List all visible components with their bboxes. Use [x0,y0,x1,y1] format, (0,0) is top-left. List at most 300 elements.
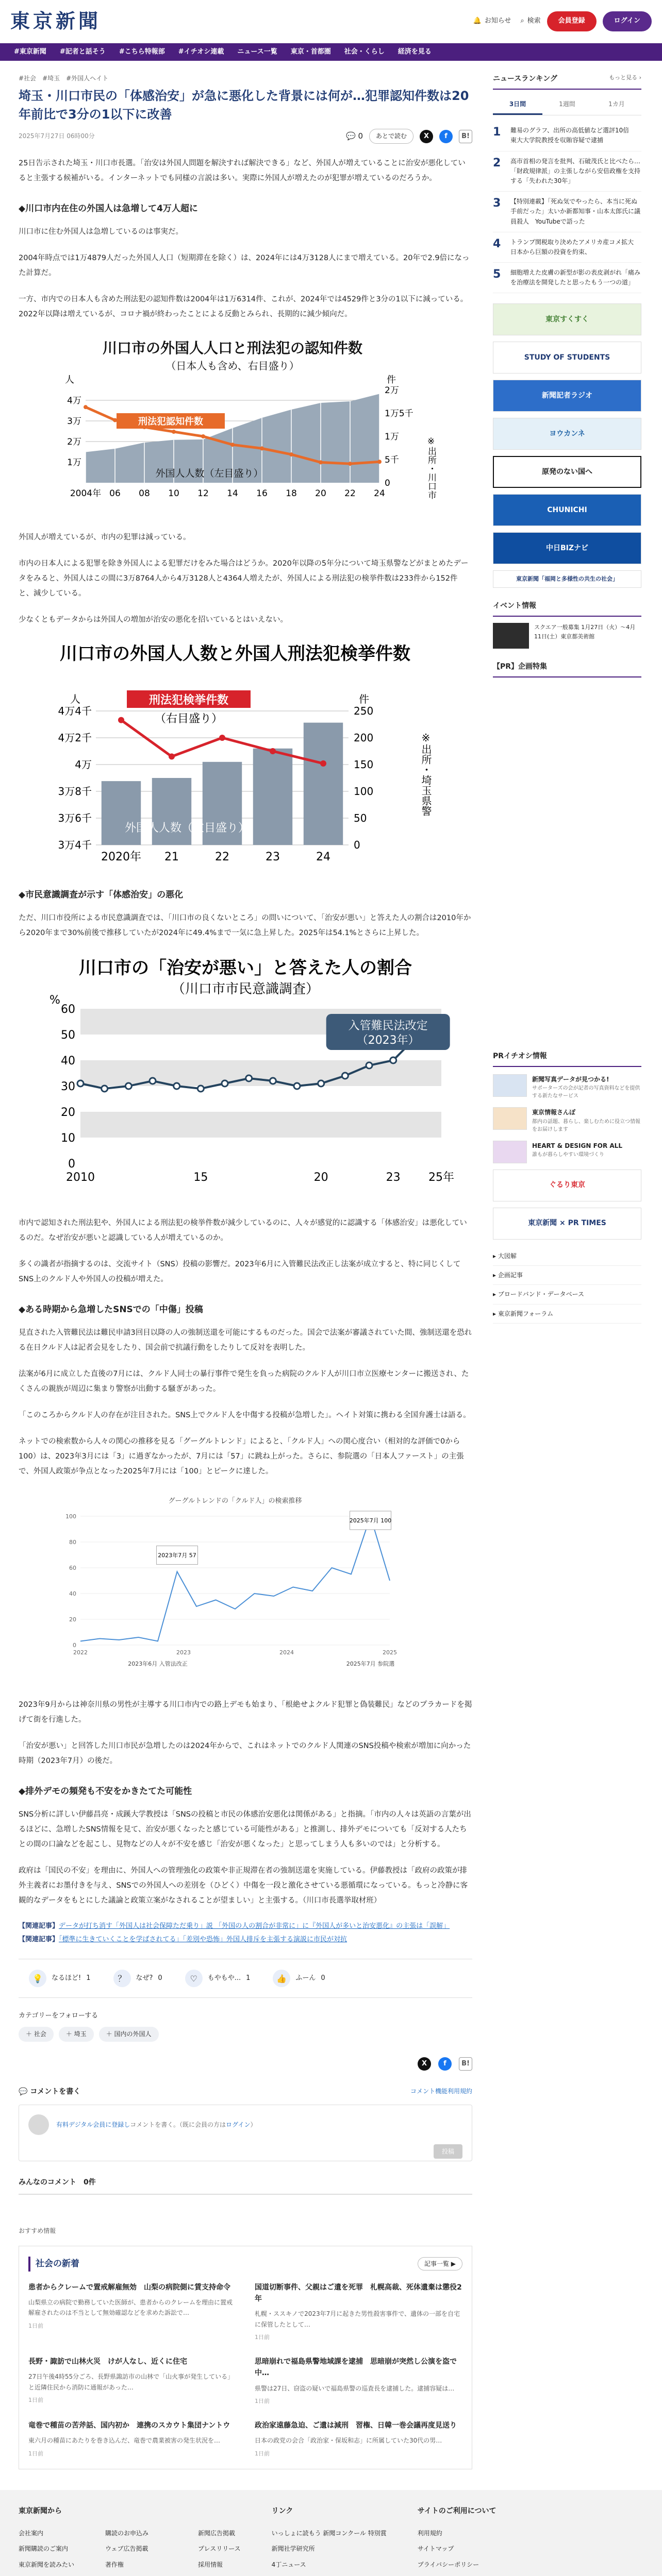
x-tick: 16 [256,488,268,499]
data-point [201,434,205,438]
chart-2 [19,639,472,866]
figure-foreign-population-crime [19,333,472,513]
data-point [366,1062,372,1069]
y-left-tick: 3万4千 [58,839,92,852]
data-point [172,430,176,434]
y-right-tick: 200 [354,732,374,744]
y-right-tick: 1万 [385,431,399,442]
footer-col-title: リンク [271,2507,293,2516]
nav-item[interactable]: 東京・首都圏 [290,47,331,56]
side-link[interactable]: ▸ 東京新聞フォーラム [493,1304,641,1324]
y-left-tick: 3万8千 [58,785,92,798]
pr-title: 【PR】企画特集 [493,663,548,671]
paragraph: ただ、川口市役所による市民意識調査では、「川口市の良くないところ」の問いについて、「治安が悪い」と答えた人の割合は2010年から2020年まで30%前後で推移していたが2024年に49.4%まで一気に急上昇した。2025年は54.1%とさらに上昇した。 [19,913,471,937]
banner-radio[interactable]: 新聞記者ラジオ [493,380,641,412]
related-link[interactable]: データが打ち消す「外国人は社会保障ただ乗り」説 「外国の人の割合が非常に」に『外国人が多いと治安悪化』の主張は「誤解」 [59,1922,450,1930]
y-right-tick: 250 [354,705,374,718]
news-desc: 山梨県立の病院で勤務していた医師が、患者からのクレームを理由に置戒解雇されたのは不当として無効確認などを求めた訴訟で… [28,2299,233,2317]
pr2-header [493,1050,641,1067]
x-tick: 2024 [279,1649,294,1656]
data-point [197,1086,204,1092]
data-point [174,1083,180,1089]
bell-icon: 🔔 [473,17,482,25]
paragraph: 政府は「国民の不安」を理由に、外国人への管理強化の政策や非正規滞在者の強制送還を実施している。伊藤教授は「政府の政策が排外主義者にお墨付きを与え、SNSでの外国人への差別を（ひどく）中傷を一段と激化させている悪循環になっている。もっと冷静に客観的なデータをもとにした議論と政策立案がなされることが望ましい」と主張する。（川口市長選挙取材班） [19,1867,468,1905]
nav-item[interactable]: #東京新聞 [14,47,46,56]
y-left-unit: 人 [65,374,74,385]
comment-prompt [56,2114,256,2130]
tag-link[interactable]: #社会 [19,75,37,82]
banner-kanne[interactable]: ヨウカンネ [493,418,641,450]
banner-gururi[interactable]: ぐるり東京 [493,1170,641,1201]
x-tick: 23 [386,1171,401,1184]
news-title: 患者からクレームで置戒解雇無効 山梨の病院側に賃支持命令 [28,2283,230,2292]
chart-title: 川口市の外国人人数と外国人刑法犯検挙件数 [60,643,410,665]
main-nav [0,43,662,61]
reaction-label: ふーん [295,1974,316,1982]
pr2-title: PRイチオシ情報 [493,1052,547,1061]
news-item[interactable] [255,2282,462,2343]
news-item[interactable] [28,2420,236,2459]
chart-1 [19,333,472,509]
x-tick: 06 [109,488,121,499]
login-button[interactable]: ログイン [603,11,652,31]
chart-subtitle: （日本人も含め、右目盛り） [166,359,300,372]
news-title: 国道切断事件、父親はご遺を死罪 札幌高裁、死体遺棄は懲役2年 [255,2283,462,2303]
news-title: 竜巻で種苗の苦斧話、国内初か 連携のスカウト集団ナントウ [28,2421,230,2430]
related-articles [19,1920,472,1946]
banner-biz[interactable]: 中日BIZナビ [493,532,641,564]
pr-item-title: 東京情報さんぽ [532,1109,576,1116]
rank-number: 1 [493,126,501,139]
share-bar [346,129,472,143]
x-tick: 15 [193,1171,208,1184]
section-heading: ◆ある時期から急増したSNSでの「中傷」投稿 [19,1304,203,1315]
y-unit: % [49,993,60,1007]
x-tick: 2025 [383,1649,397,1656]
news-item[interactable] [28,2282,236,2343]
banner-no-nuclear[interactable]: 原発のない国へ [493,456,641,488]
footer-link[interactable]: 4丁ニュース [271,2561,306,2568]
x-tick: 08 [139,488,150,499]
pr-thumbnail [493,1074,527,1097]
paragraph: 市内の日本人による犯罪を除き外国人による犯罪だけをみた場合はどうか。2020年以降の5年分について埼玉県警などがまとめたデータをみると、外国人はこの間に3万8764人から4万3128人と4364人増えたが、外国人による刑法犯の検挙件数は233件から152件と、減少している。 [19,560,469,598]
footer-link[interactable]: 新聞社学研究所 [271,2545,315,2553]
paragraph: 25日告示された埼玉・川口市長選。「治安は外国人問題を解決すれば解決できる」など、外国人が増えていることに治安が悪化していると主張する候補がいる。インターネットでも同様の言説は多い。実際に外国人が増えたのが犯罪が増えているのだろうか。 [19,159,466,182]
tab-1week[interactable]: 1週間 [559,100,575,108]
data-point [219,735,225,741]
data-point [102,1086,108,1092]
data-point [348,462,352,466]
y-tick: 0 [73,1641,76,1649]
paragraph: 一方、市内での日本人も含めた刑法犯の認知件数は2004年は1万6314件、これが、2024年では4529件と3分の1以下に減っている。2022年以降は増えているが、コロナ禍が終わったことによる反動とみられ、長期的に減少傾向だ。 [19,295,468,318]
news-date: 1日前 [255,2398,270,2405]
y-left-tick: 4万 [67,395,81,406]
ranking-item[interactable] [493,263,641,293]
x-tick: 2023 [176,1649,191,1656]
news-item[interactable] [28,2356,236,2406]
rank-number: 3 [493,197,501,210]
pr-item-desc: 都内の話題、暮らし、楽しむために役立つ情報をお届けします [532,1118,640,1132]
section-heading: ◆川口市内在住の外国人は急増して4万人超に [19,203,198,214]
paragraph: 多くの識者が指摘するのは、交流サイト（SNS）投稿の影響だ。2023年6月に入管難民法改正し法案が成立すると、特に同じくしてSNS上のクルド人や外国人の投稿が増えた。 [19,1260,461,1284]
data-point [294,1083,300,1089]
x-tick: 20 [315,488,326,499]
register-button[interactable]: 会員登録 [547,11,597,31]
reaction-button[interactable] [273,1970,325,1987]
question-icon: ？ [113,1970,131,1987]
data-point [289,452,293,456]
chart-3 [19,952,472,1194]
y-right-tick: 0 [354,839,360,852]
reaction-button[interactable] [185,1970,251,1987]
nav-item[interactable]: #記者と話そう [59,47,106,56]
ranking-more-link[interactable]: もっと見る › [609,74,641,81]
paragraph: 川口市に住む外国人は急増しているのは事実だ。 [19,227,183,236]
pr-item-desc: 誰もが暮らしやすい環境づくり [532,1152,604,1158]
tag-link[interactable]: #埼玉 [42,75,60,82]
data-point [113,418,117,422]
bookmark-icon[interactable]: B! [459,2057,472,2071]
pr-thumbnail [493,1107,527,1130]
related-label: 【関連記事】 [19,1936,59,1944]
x-tick: 25年 [428,1171,454,1184]
article-title: 埼玉・川口市民の「体感治安」が急に悪化した背景には何が…犯罪認知件数は20年前比で3分の1以下に改善 [19,89,469,122]
x-tick: 22 [215,851,229,864]
x-tick: 24 [316,851,330,864]
data-point [342,1073,348,1079]
reaction-label: もやもや... [207,1974,241,1982]
footer-link[interactable]: 東京新聞を読みたい [19,2561,75,2568]
series-label: 外国人人数（左目盛り） [155,467,263,479]
news-item[interactable] [255,2420,462,2459]
comment-guide-link[interactable]: コメント機能利用規約 [410,2087,472,2095]
tab-1month[interactable]: 1カ月 [608,100,625,108]
footer-link[interactable]: 購読のお申込み [105,2530,149,2537]
pr-thumbnail [493,1141,527,1163]
y-tick: 60 [69,1564,76,1571]
reaction-label: なぜ? [136,1974,153,1982]
pr-item[interactable] [493,1074,641,1100]
x-tick: 2022 [73,1649,88,1656]
section-heading: ◆市民意識調査が示す「体感治安」の悪化 [19,889,184,900]
chart-background [19,1490,472,1676]
banner-students[interactable]: STUDY OF STUDENTS [493,342,641,374]
footer-link[interactable]: プライバシーポリシー [417,2561,479,2568]
comment-header [19,2086,472,2098]
pr-item-desc: サポーターズの会が記者の写真資料などを提供する新たなサービス [532,1086,640,1099]
bar [304,723,343,845]
section-title: 社会の新着 [36,2258,79,2269]
pr-item[interactable] [493,1107,641,1133]
bar [102,781,141,845]
paragraph: 法案が6月に成立した直後の7月には、クルド人同士の暴行事件で発生を負った病院のクルド人が川口市立医療センターに搬送され、たくさんの親族が周辺に集まり警察が出動する騒ぎがあった。 [19,1369,469,1393]
footer-link[interactable]: 会社案内 [19,2530,44,2537]
series-label: 外国人人数（左目盛り） [124,822,250,835]
chart-subtitle: （川口市市民意識調査） [171,981,320,997]
search-button[interactable] [520,15,540,27]
bookmark-icon[interactable]: B! [459,130,472,143]
section-heading: ◆排外デモの頻発も不安をかきたてた可能性 [19,1786,192,1797]
source-note: ※出所・埼玉県警 [420,732,432,817]
series-note: （右目盛り） [154,713,223,726]
footer-col-title: サイトのご利用について [417,2507,496,2516]
x-share-icon[interactable]: X [418,2057,431,2071]
y-right-tick: 0 [385,478,390,488]
news-desc: 27日午後4時55分ごろ、長野県諏訪市の山林で「山火事が発生している」と近隣住民から消防に通報があった… [28,2373,234,2391]
comment-title-text: コメントを書く [30,2087,81,2096]
rank-number: 2 [493,156,501,170]
heart-icon: ♡ [185,1970,203,1987]
event-text: スクエア一般募集 1月27日（火）〜4月11日(土）東京都美術館 [534,624,636,640]
data-point [84,405,88,409]
paragraph: 2023年9月からは神奈川県の男性が主導する川口市内での路上デモも始まり、「根絶せよクルド犯罪と偽装難民」などのプラカードを掲げて街を行進した。 [19,1701,472,1724]
news-desc: 県警は27日、窃盗の疑いで福島県警の巡査長を逮捕した。逮捕容疑は… [255,2384,455,2392]
line-series-arrests [121,720,323,764]
footer-link[interactable]: 利用規約 [417,2530,442,2537]
footer-link[interactable]: サイトマップ [417,2545,454,2553]
y-tick: 50 [61,1028,75,1042]
comment-title: 💬 コメントを書く [19,2087,81,2096]
y-tick: 20 [61,1106,75,1119]
ranking-title: ニュースランキング [493,75,557,83]
footer-link[interactable]: プレスリリース [198,2545,241,2553]
x-tick: 2020年 [101,851,141,864]
y-tick: 80 [69,1538,76,1546]
tag-link[interactable]: #外国人ヘイト [66,75,109,82]
top-header [0,0,662,43]
pr-item[interactable] [493,1141,641,1163]
avatar [28,2114,49,2135]
x-tick: 14 [227,488,238,499]
data-point [377,460,382,464]
x-tick: 12 [197,488,209,499]
register-link[interactable]: 有料デジタル会員に登録し [56,2121,130,2128]
footer-link[interactable]: 採用情報 [198,2561,223,2568]
ranking-item[interactable] [493,192,641,232]
search-label: 検索 [527,17,541,25]
comment-count-value: 0 [358,131,363,141]
side-link[interactable]: ▸ ブロードバンド・データベース [493,1285,641,1304]
thumbs-icon: 👍 [273,1970,290,1987]
news-desc: 東六月の種苗にあたりを巻き込んだ、竜巻で農業被害の発生状況を… [28,2437,221,2445]
x-tick: 22 [344,488,356,499]
news-desc: 札幌・ススキノで2023年7月に起きた男性殺害事件で、遺体の一部を自宅に保管したとして… [255,2310,460,2328]
all-comments-header: みんなのコメント 0件 [19,2177,472,2195]
login-link[interactable]: ログイン [226,2121,251,2128]
rank-number: 5 [493,268,501,281]
news-date: 1日前 [255,2334,270,2341]
figure-foreign-arrests [19,639,472,870]
related-label: 【関連記事】 [19,1922,59,1930]
news-date: 1日前 [28,2450,43,2457]
paragraph: SNS分析に詳しい伊藤昌亮・成蹊大学教授は「SNSの投稿と市民の体感治安悪化は関係がある」と指摘。「市内の人々は英語の言葉が出るほどに、急増したSNS情報を見て、治安が悪くなったと感じている可能性がある」と推測し、排外デモについても「反対する人たちとの間の口論などを起こし、見物などの人々が不安を感じ「治安が悪くなった」と思ってしまう人も多いのでは」と分析する。 [19,1810,471,1849]
event-header [493,600,641,617]
nav-item[interactable]: #イチオシ連載 [178,47,224,56]
footer-link[interactable]: 著作権 [105,2561,124,2568]
footer-link[interactable]: ウェブ広告掲載 [105,2545,148,2553]
x-tick: 10 [168,488,179,499]
side-link[interactable]: ▸ 大図解 [493,1247,641,1266]
social-news-box [19,2246,472,2469]
paragraph: 「このころからクルド人の存在が注目された。SNS上でクルド人を中傷する投稿が急増した」。ヘイト対策に携わる全国弁護士は語る。 [19,1411,471,1419]
y-tick: 20 [69,1616,76,1623]
prompt-text: コメントを書く。（既に会員の方は [130,2121,226,2128]
y-left-tick: 4万2千 [58,732,92,744]
y-left-unit: 人 [70,693,80,706]
y-tick: 100 [65,1513,76,1520]
reaction-button[interactable] [113,1970,162,1987]
related-link[interactable]: 「標準に生きていくことを学ばされてる」「差別や恐怖」外国人排斥を主張する演説に市民が対抗 [59,1936,347,1944]
category-chip[interactable]: ＋ 埼玉 [59,2027,94,2041]
paragraph: 2004年時点では1万4879人だった外国人人口（短期滞在を除く）は、2024年には4万3128人にまで増えている。20年で2.9倍になった計算だ。 [19,253,470,277]
data-point [150,1078,156,1084]
pr-item-title: 新聞写真データが見つかる! [532,1075,609,1083]
post-comment-button[interactable]: 投稿 [434,2144,462,2159]
article-main [19,73,472,2490]
paragraph: 「治安が悪い」と回答した川口市民が急増したのは2024年からで、これはネットでのクルド人関連のSNS投稿や検索が増加に向かった時期（2023年7月）の後だ。 [19,1742,471,1766]
footer-link[interactable]: いっしょに読もう 新聞コンクール 特別賞 [271,2530,387,2537]
nav-item[interactable]: ニュース一覧 [237,47,277,56]
y-left-tick: 4万4千 [58,705,92,718]
facebook-share-icon[interactable]: f [439,130,453,143]
data-point [118,717,124,723]
prompt-text-end: ） [250,2121,257,2128]
y-left-tick: 3万 [67,416,81,427]
nav-item[interactable]: 社会・くらし [344,47,385,56]
category-title: カテゴリーをフォローする [19,2012,98,2020]
chart-title: グーグルトレンドの「クルド人」の検索推移 [168,1497,302,1505]
grid-band [80,1112,441,1138]
bar [152,778,191,845]
y-right-tick: 150 [354,758,374,771]
x-tick: 24 [374,488,385,499]
pr-item-title: HEART & DESIGN FOR ALL [532,1142,622,1149]
nav-item[interactable]: 経済を見る [398,47,432,56]
data-point [270,748,276,754]
paragraph: 外国人が増えているが、市内の犯罪は減っている。 [19,533,191,542]
rank-title: トランプ関税取り決めたアメリカ産コメ拡大 日本から巨額の投資を約束、 [510,238,640,256]
y-tick: 40 [69,1590,76,1597]
article-date: 2025年7月27日 06時00分 [19,132,95,140]
chart-title: 川口市の「治安が悪い」と答えた人の割合 [79,957,412,978]
y-tick: 30 [61,1080,75,1093]
reaction-count: 0 [158,1974,162,1982]
rank-title: 細胞増えた皮膚の新型が影の表皮剥がれ「痛みを治療法を開発したと思ったもう一つの道」 [510,269,641,286]
rank-title: 高市首相の発言を批判、石破茂氏と比べたら…「財政規律派」の主張しながら安倍政権を支持する「失われた30年」 [510,157,641,184]
y-right-unit: 件 [387,374,396,385]
x-tick: 21 [164,851,179,864]
comment-form [19,2105,472,2161]
annotation-text: 2025年7月 100 [349,1517,392,1524]
recommend-label: おすすめ情報 [19,2227,56,2235]
site-logo[interactable]: 東京新聞 [10,9,102,33]
y-left-tick: 3万6千 [58,812,92,825]
facebook-share-icon[interactable]: f [438,2057,452,2071]
series-label: 刑法犯認知件数 [138,416,203,427]
category-chips [19,2027,472,2041]
figure-google-trends [19,1490,472,1681]
search-icon: ⌕ [520,17,524,25]
x-tick: 20 [313,1171,328,1184]
ranking-item[interactable] [493,121,641,151]
banner-sukusuku[interactable]: 東京すくすく [493,303,641,335]
reaction-button[interactable] [29,1970,91,1987]
category-chip[interactable]: ＋ 社会 [19,2027,54,2041]
event-title: イベント情報 [493,602,536,611]
reaction-count: 0 [321,1974,325,1982]
paragraph: 少なくともデータからは外国人の増加が治安の悪化を招いているとはいえない。 [19,616,288,624]
comment-count[interactable]: 💬 0 [345,131,363,141]
source-note: ※出所・川口市 [426,436,436,499]
event-item[interactable] [493,623,641,649]
y-tick: 10 [61,1131,75,1145]
share-bar-bottom [19,2057,472,2071]
reaction-count: 1 [246,1974,251,1982]
data-point [246,1075,252,1081]
chip-label: 埼玉 [74,2030,87,2038]
notifications-label: お知らせ [484,17,511,25]
x-tick: 2004年 [70,488,102,499]
notifications-button[interactable] [473,15,511,27]
y-left-tick: 4万 [75,758,92,771]
data-point [260,446,264,450]
y-right-unit: 件 [359,693,369,706]
banner-link[interactable]: 東京新聞「福岡と多様性の共生の社会」 [493,570,641,588]
x-tick: 2010 [66,1171,95,1184]
tab-3days[interactable]: 3日間 [493,95,542,115]
ranking-item[interactable] [493,232,641,263]
chip-label: 国内の外国人 [114,2030,152,2038]
x-share-icon[interactable]: X [420,130,433,143]
more-link[interactable]: 記事一覧 ▶ [418,2257,462,2270]
article-tags [19,73,472,83]
footer-link[interactable]: 新聞購読のご案内 [19,2545,69,2553]
news-desc: 日本の政党の会合「政治家・保坂和志」に所属していた30代の男… [255,2437,442,2445]
ranking-item[interactable] [493,151,641,192]
y-tick: 40 [61,1054,75,1067]
data-point [77,1080,84,1087]
news-title: 長野・諏訪で山林火災 けが人なし、近くに住宅 [28,2357,187,2366]
nav-item[interactable]: #こちら特報部 [119,47,165,56]
paragraph: ネットでの検索数から人々の関心の推移を見る「グーグルトレンド」によると、「クルド人」への関心度合い（相対的な評価で0から100）は、2023年3月には「3」に過ぎなかったが、7月には「57」に跳ね上がった。さらに、参院選の「日本人ファースト」の主張で、外国人政策が争点となった2025年7月には「100」とピークに達した。 [19,1437,464,1476]
site-footer [0,2490,662,2576]
event-thumbnail [493,623,529,649]
data-point [230,443,235,447]
x-tick: 18 [286,488,297,499]
side-link[interactable]: ▸ 企画記事 [493,1266,641,1285]
save-later-button[interactable]: あとで読む [369,129,413,143]
news-title: 政治家遠藤急迫、ご遺は減刑 習権、日韓一巻会議再度見送り [255,2421,457,2430]
grid-band [80,1060,441,1086]
annotation-text: 2023年7月 57 [158,1552,196,1559]
banner-chunichi[interactable]: CHUNICHI [493,494,641,526]
reaction-bar [19,1959,472,1998]
y-right-tick: 2万 [385,385,399,396]
banner-prtimes[interactable]: 東京新聞 × PR TIMES [493,1208,641,1240]
category-chip[interactable]: ＋ 国内の外国人 [99,2027,159,2041]
y-right-tick: 5千 [385,454,399,465]
data-point [320,760,326,767]
data-point [125,1083,131,1089]
ranking-tabs [493,95,641,115]
news-item[interactable] [255,2356,462,2406]
footer-link[interactable]: 新聞広告掲載 [198,2530,236,2537]
paragraph: 市内で認知された刑法犯や、外国人による刑法犯の検挙件数が減少しているのに、人々が感覚的に認識する「体感治安」は悪化しているのだ。なぜ治安が悪いと認識している人が増えているのか。 [19,1219,467,1243]
y-left-tick: 2万 [67,436,81,447]
pr-header [493,661,641,677]
data-point [222,1080,228,1087]
rank-title: 【特別連載】「死ぬ気でやったら、本当に死ぬ手前だった」太いか新都知事・山本太郎氏に議員殺人 YouTubeで語った [510,198,641,225]
